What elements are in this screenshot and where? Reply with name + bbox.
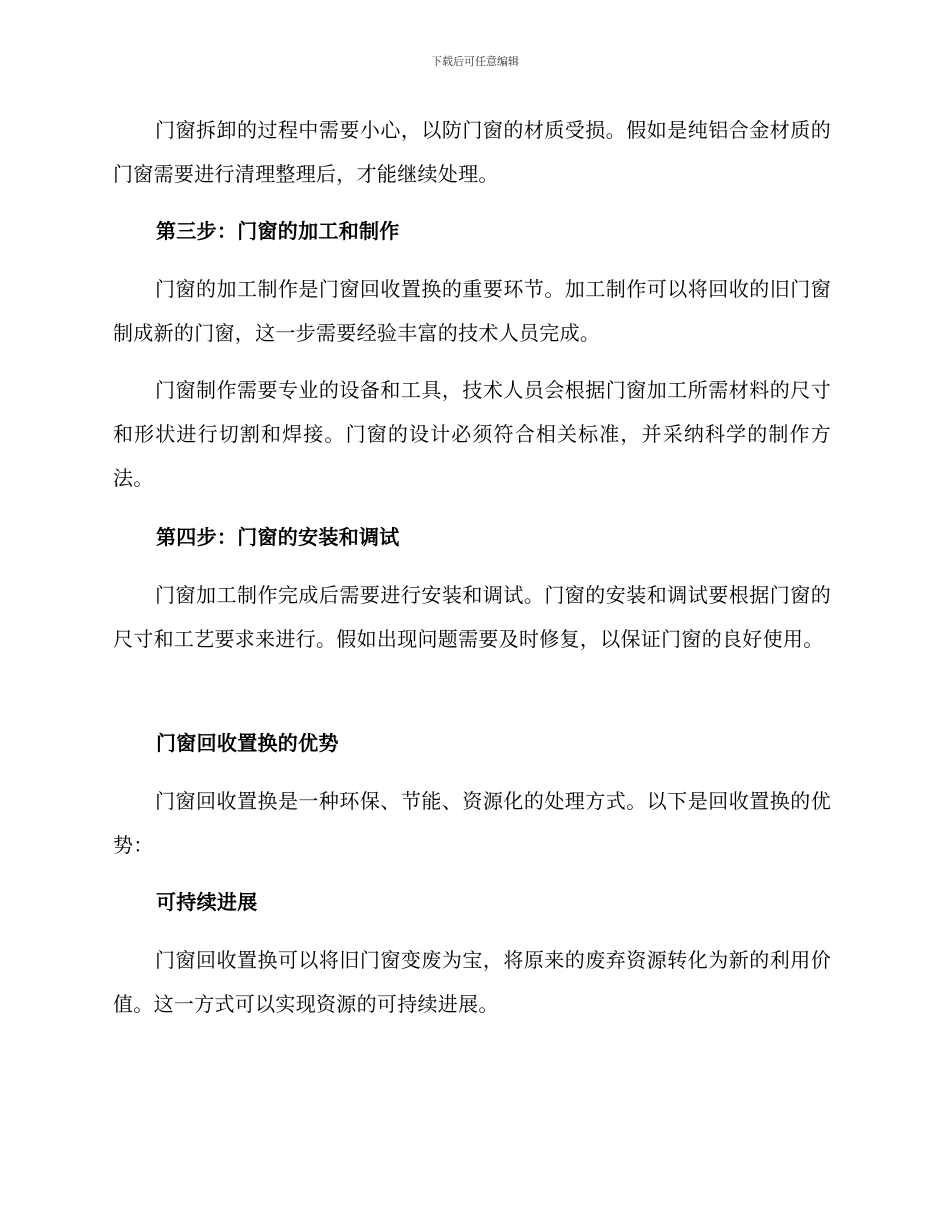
section-heading: 可持续进展	[156, 890, 258, 914]
paragraph-text: 门窗回收置换是一种环保、节能、资源化的处理方式。以下是回收置换的优势：	[113, 789, 831, 857]
heading-sustainable	[113, 880, 831, 924]
page-header: 下载后可任意编辑	[431, 55, 519, 68]
paragraph-text: 门窗加工制作完成后需要进行安装和调试。门窗的安装和调试要根据门窗的尺寸和工艺要求来进行。假如出现问题需要及时修复，以保证门窗的良好使用。	[113, 583, 831, 651]
paragraph-3	[113, 368, 831, 500]
paragraph-2	[113, 267, 831, 355]
paragraph-text: 门窗的加工制作是门窗回收置换的重要环节。加工制作可以将回收的旧门窗制成新的门窗，这一步需要经验丰富的技术人员完成。	[113, 277, 831, 345]
heading-step-4	[113, 515, 831, 559]
section-heading: 门窗回收置换的优势	[156, 731, 339, 755]
paragraph-6	[113, 938, 831, 1026]
paragraph-text: 门窗回收置换可以将旧门窗变废为宝，将原来的废弃资源转化为新的利用价值。这一方式可以实现资源的可持续进展。	[113, 948, 831, 1016]
paragraph-5	[113, 779, 831, 867]
paragraph-text: 门窗拆卸的过程中需要小心，以防门窗的材质受损。假如是纯铝合金材质的门窗需要进行清理整理后，才能继续处理。	[113, 118, 831, 186]
paragraph-text: 门窗制作需要专业的设备和工具，技术人员会根据门窗加工所需材料的尺寸和形状进行切割和焊接。门窗的设计必须符合相关标准，并采纳科学的制作方法。	[113, 378, 831, 490]
section-heading: 第三步：门窗的加工和制作	[156, 219, 400, 243]
heading-advantages	[113, 721, 831, 765]
heading-step-3	[113, 209, 831, 253]
section-heading: 第四步：门窗的安装和调试	[156, 525, 400, 549]
paragraph-1	[113, 108, 831, 196]
paragraph-4	[113, 573, 831, 661]
